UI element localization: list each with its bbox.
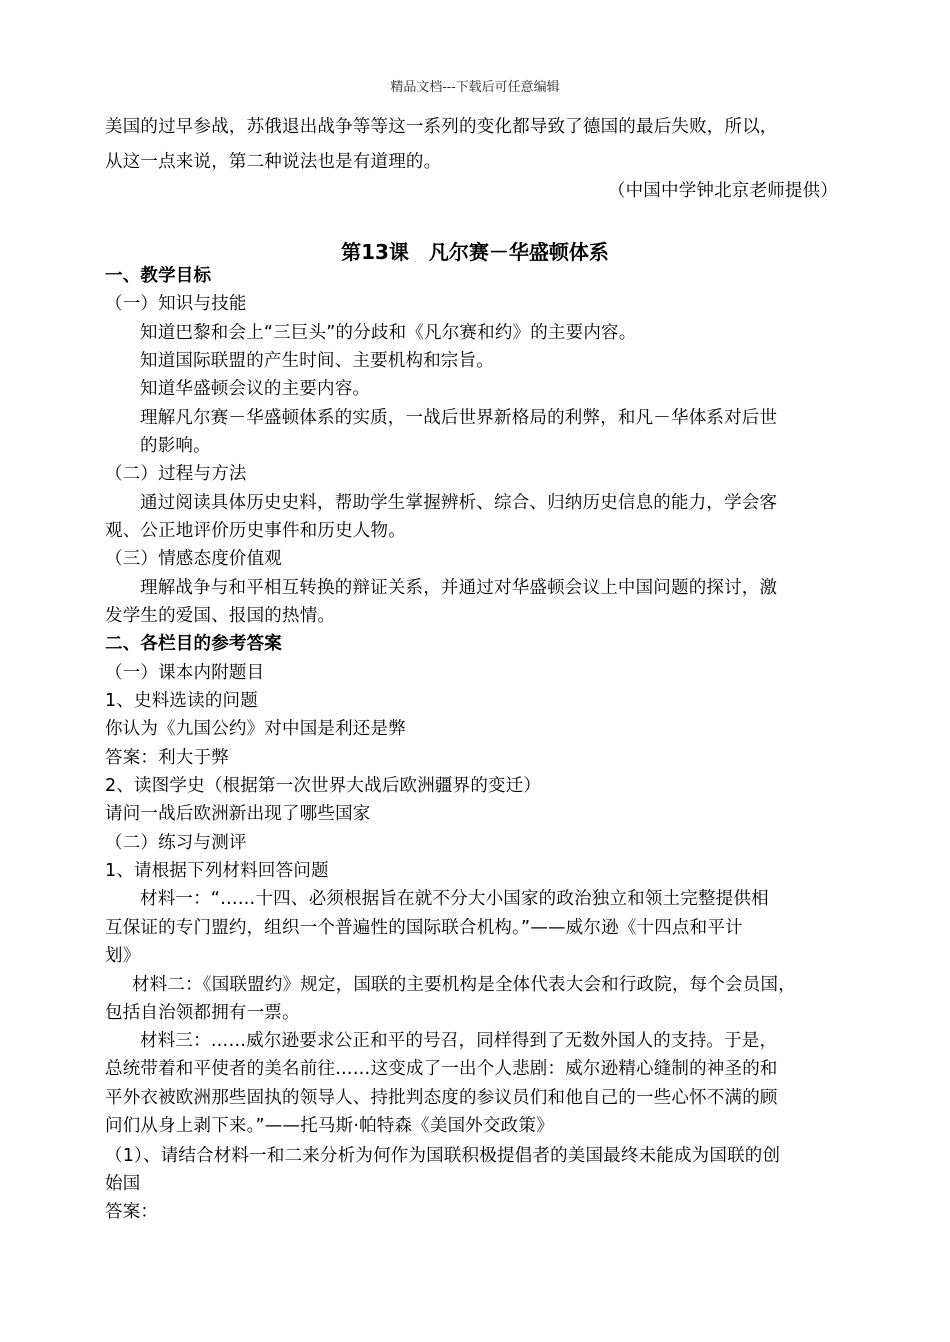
answer-label: 答案： [105, 1202, 159, 1222]
question-text: （1）、请结合材料一和二来分析为何作为国联积极提倡者的美国最终未能成为国联的创 [105, 1146, 781, 1166]
page-header: 精品文档---下载后可任意编辑 [390, 80, 560, 95]
objective-item: 知道华盛顿会议的主要内容。 [140, 379, 371, 399]
objective-item: 理解凡尔赛－华盛顿体系的实质，一战后世界新格局的利弊，和凡－华体系对后世 [140, 408, 778, 428]
exercise-title: 1、请根据下列材料回答问题 [105, 861, 329, 881]
paragraph-line: 理解战争与和平相互转换的辩证关系，并通过对华盛顿会议上中国问题的探讨，激 [140, 578, 778, 598]
material-line: 包括自治领都拥有一票。 [105, 1003, 300, 1023]
lesson-title: 第13课 凡尔赛－华盛顿体系 [341, 240, 609, 264]
subsection-heading: （一）课本内附题目 [105, 663, 265, 683]
objective-item: 的影响。 [140, 436, 211, 456]
question-text: 你认为《九国公约》对中国是利还是弊 [105, 719, 406, 739]
question-text: 始国 [105, 1174, 141, 1194]
objective-item: 知道巴黎和会上“三巨头”的分歧和《凡尔赛和约》的主要内容。 [140, 323, 637, 343]
question-title: 1、史料选读的问题 [105, 691, 258, 711]
material-line: 材料一：“……十四、必须根据旨在就不分大小国家的政治独立和领土完整提供相 [140, 889, 769, 909]
credit-line: （中国中学钟北京老师提供） [607, 181, 838, 201]
paragraph-line: 观、公正地评价历史事件和历史人物。 [105, 521, 406, 541]
material-line: 互保证的专门盟约，组织一个普遍性的国际联合机构。”——威尔逊《十四点和平计 [105, 918, 743, 938]
intro-line: 美国的过早参战，苏俄退出战争等等这一系列的变化都导致了德国的最后失败，所以， [105, 117, 778, 137]
subsection-heading: （二）过程与方法 [105, 464, 247, 484]
answer-text: 答案：利大于弊 [105, 748, 229, 768]
material-line: 材料二：《国联盟约》规定，国联的主要机构是全体代表大会和行政院，每个会员国， [132, 975, 796, 995]
subsection-heading: （二）练习与测评 [105, 833, 247, 853]
paragraph-line: 通过阅读具体历史史料，帮助学生掌握辨析、综合、归纳历史信息的能力，学会客 [140, 493, 778, 513]
subsection-heading: （三）情感态度价值观 [105, 549, 282, 569]
section-heading: 二、各栏目的参考答案 [105, 634, 282, 654]
intro-line: 从这一点来说，第二种说法也是有道理的。 [105, 152, 442, 172]
subsection-heading: （一）知识与技能 [105, 294, 247, 314]
material-line: 平外衣被欧洲那些固执的领导人、持批判态度的参议员们和他自己的一些心怀不满的顾 [105, 1088, 778, 1108]
material-line: 总统带着和平使者的美名前往……这变成了一出个人悲剧：威尔逊精心缝制的神圣的和 [105, 1059, 778, 1079]
material-line: 划》 [105, 946, 141, 966]
section-heading: 一、教学目标 [105, 266, 212, 286]
paragraph-line: 发学生的爱国、报国的热情。 [105, 606, 336, 626]
material-line: 问们从身上剥下来。”——托马斯·帕特森《美国外交政策》 [105, 1116, 554, 1136]
question-text: 请问一战后欧洲新出现了哪些国家 [105, 804, 371, 824]
objective-item: 知道国际联盟的产生时间、主要机构和宗旨。 [140, 351, 494, 371]
question-title: 2、读图学史（根据第一次世界大战后欧洲疆界的变迁） [105, 776, 542, 796]
material-line: 材料三：……威尔逊要求公正和平的号召，同样得到了无数外国人的支持。于是， [140, 1031, 778, 1051]
